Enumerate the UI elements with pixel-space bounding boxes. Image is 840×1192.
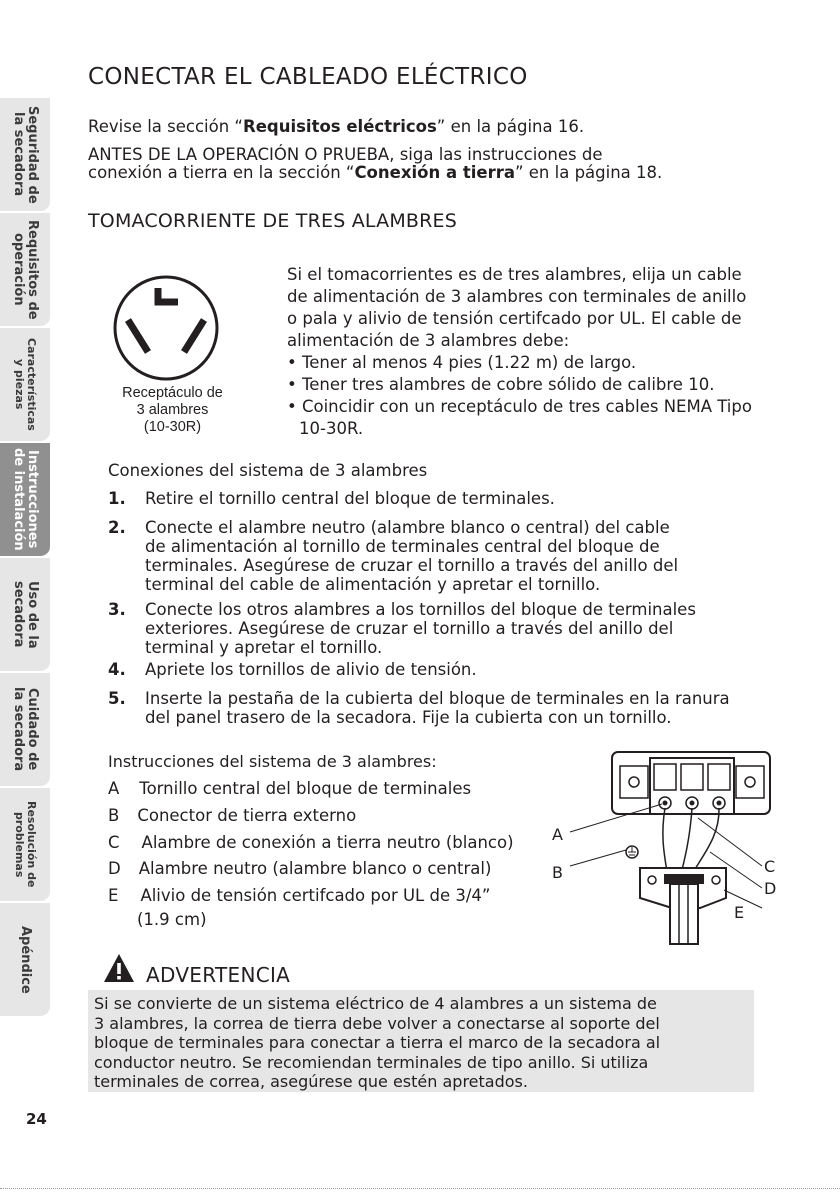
instruction-text: Alambre de conexión a tierra neutro (blanco) [141, 833, 514, 852]
step-line: Apriete los tornillos de alivio de tensión. [145, 660, 477, 679]
intro-link-requisitos: Requisitos eléctricos [242, 117, 437, 136]
description-line: • Coincidir con un receptáculo de tres cables NEMA Tipo [287, 397, 752, 416]
intro-paragraph-1 [88, 116, 584, 137]
tab-label: Resolución de problemas [13, 801, 38, 888]
step-line: Retire el tornillo central del bloque de terminales. [145, 489, 555, 508]
instruction-e [108, 886, 490, 905]
step-line: terminal del cable de alimentación y apretar el tornillo. [145, 575, 601, 594]
instruction-d [108, 859, 491, 878]
description-line: alimentación de 3 alambres debe: [287, 331, 570, 350]
receptacle-illustration [108, 272, 238, 382]
intro-text: Revise la sección “ [88, 117, 243, 136]
step-text [145, 660, 477, 679]
page-title: CONECTAR EL CABLEADO ELÉCTRICO [88, 64, 528, 90]
warning-line: conductor neutro. Se recomiendan terminales de tipo anillo. Si utiliza [94, 1052, 649, 1072]
tab-apendice[interactable] [0, 903, 50, 1017]
warning-line: 3 alambres, la correa de tierra debe volver a conectarse al soporte del [94, 1013, 660, 1033]
instruction-text: Conector de tierra externo [137, 806, 357, 825]
intro-text: ” en la página 16. [436, 117, 585, 136]
step-number: 3. [108, 600, 126, 619]
caption-line: 3 alambres [136, 402, 209, 418]
instruction-letter: E [108, 886, 119, 905]
diagram-label-e: E [734, 903, 745, 922]
step-line: del panel trasero de la secadora. Fije la cubierta con un tornillo. [145, 708, 672, 727]
intro-text: ” en la página 18. [514, 163, 663, 182]
tab-label: Seguridad de la secadora [11, 105, 40, 204]
tab-label: Cuidado de la secadora [11, 687, 40, 772]
intro-paragraph-2-line-2 [88, 162, 662, 183]
terminal-block-diagram [540, 748, 810, 948]
intro-paragraph-2-line-1: ANTES DE LA OPERACIÓN O PRUEBA, siga las instrucciones de [88, 145, 603, 164]
instruction-letter: C [108, 833, 120, 852]
diagram-label-c: C [764, 857, 776, 876]
step-line: Inserte la pestaña de la cubierta del bloque de terminales en la ranura [145, 689, 730, 708]
diagram-label-b: B [552, 863, 563, 882]
description-line: o pala y alivio de tensión certifcado por UL. El cable de [287, 309, 742, 328]
step-line: de alimentación al tornillo de terminales central del bloque de [145, 537, 660, 556]
step-number: 2. [108, 518, 126, 537]
section-title: TOMACORRIENTE DE TRES ALAMBRES [88, 210, 458, 232]
step-line: Conecte los otros alambres a los tornillos del bloque de terminales [145, 600, 696, 619]
instructions-title: Instrucciones del sistema de 3 alambres: [108, 752, 437, 771]
instruction-e-continued: (1.9 cm) [137, 910, 207, 929]
tab-label: Requisitos de operación [11, 219, 40, 320]
tab-cuidado[interactable] [0, 673, 50, 787]
tab-seguridad[interactable] [0, 98, 50, 212]
tab-label: Apéndice [18, 925, 33, 994]
tab-uso[interactable] [0, 558, 50, 672]
tab-label: Características y piezas [13, 338, 38, 431]
instruction-a [108, 779, 471, 798]
caption-line: (10-30R) [143, 419, 202, 435]
warning-line: Si se convierte de un sistema eléctrico de 4 alambres a un sistema de [94, 994, 657, 1013]
tab-requisitos[interactable] [0, 213, 50, 327]
diagram-label-a: A [552, 825, 563, 844]
step-line: exteriores. Asegúrese de cruzar el tornillo a través del anillo del [145, 619, 674, 638]
receptacle-caption [100, 385, 245, 436]
step-number: 5. [108, 689, 126, 708]
step-text [145, 600, 696, 657]
instruction-b [108, 806, 356, 825]
diagram-label-d: D [764, 879, 777, 898]
description-line: 10-30R. [299, 419, 364, 438]
tab-label: Instrucciones de instalación [11, 448, 40, 551]
description-line: • Tener tres alambres de cobre sólido de calibre 10. [287, 375, 715, 394]
description-line: de alimentación de 3 alambres con terminales de anillo [287, 287, 747, 306]
step-text [145, 489, 555, 508]
warning-title: ADVERTENCIA [146, 963, 291, 987]
step-line: Conecte el alambre neutro (alambre blanco o central) del cable [145, 518, 670, 537]
intro-link-tierra: Conexión a tierra [354, 163, 515, 182]
instruction-letter: B [108, 806, 120, 825]
intro-text: conexión a tierra en la sección “ [88, 163, 355, 182]
connections-title: Conexiones del sistema de 3 alambres [108, 461, 428, 480]
description-line: Si el tomacorrientes es de tres alambres, elija un cable [287, 265, 742, 284]
warning-icon [102, 952, 136, 984]
instruction-text: Tornillo central del bloque de terminales [139, 779, 472, 798]
caption-line: Receptáculo de [122, 385, 223, 401]
instruction-letter: D [108, 859, 121, 878]
tab-instrucciones[interactable] [0, 443, 50, 557]
step-line: terminales. Asegúrese de cruzar el tornillo a través del anillo del [145, 556, 679, 575]
instruction-text: Alivio de tensión certifcado por UL de 3/4” [140, 886, 491, 905]
tab-label: Uso de la secadora [11, 580, 40, 649]
instruction-c [108, 833, 514, 852]
footer-rule [0, 1188, 840, 1189]
instruction-text: Alambre neutro (alambre blanco o central) [138, 859, 492, 878]
step-number: 1. [108, 489, 126, 508]
step-number: 4. [108, 660, 126, 679]
step-text [145, 689, 730, 727]
warning-line: bloque de terminales para conectar a tierra el marco de la secadora al [94, 1033, 661, 1052]
tab-resolucion[interactable] [0, 788, 50, 902]
page-number: 24 [26, 1110, 47, 1128]
warning-box [88, 990, 754, 1092]
description-line: • Tener al menos 4 pies (1.22 m) de largo. [287, 353, 637, 372]
receptacle-description [287, 264, 817, 440]
step-line: terminal y apretar el tornillo. [145, 638, 383, 657]
instruction-letter: A [108, 779, 120, 798]
tab-caracteristicas[interactable] [0, 328, 50, 442]
step-text [145, 518, 678, 594]
warning-line: terminales de correa, asegúrese que estén apretados. [94, 1072, 528, 1091]
